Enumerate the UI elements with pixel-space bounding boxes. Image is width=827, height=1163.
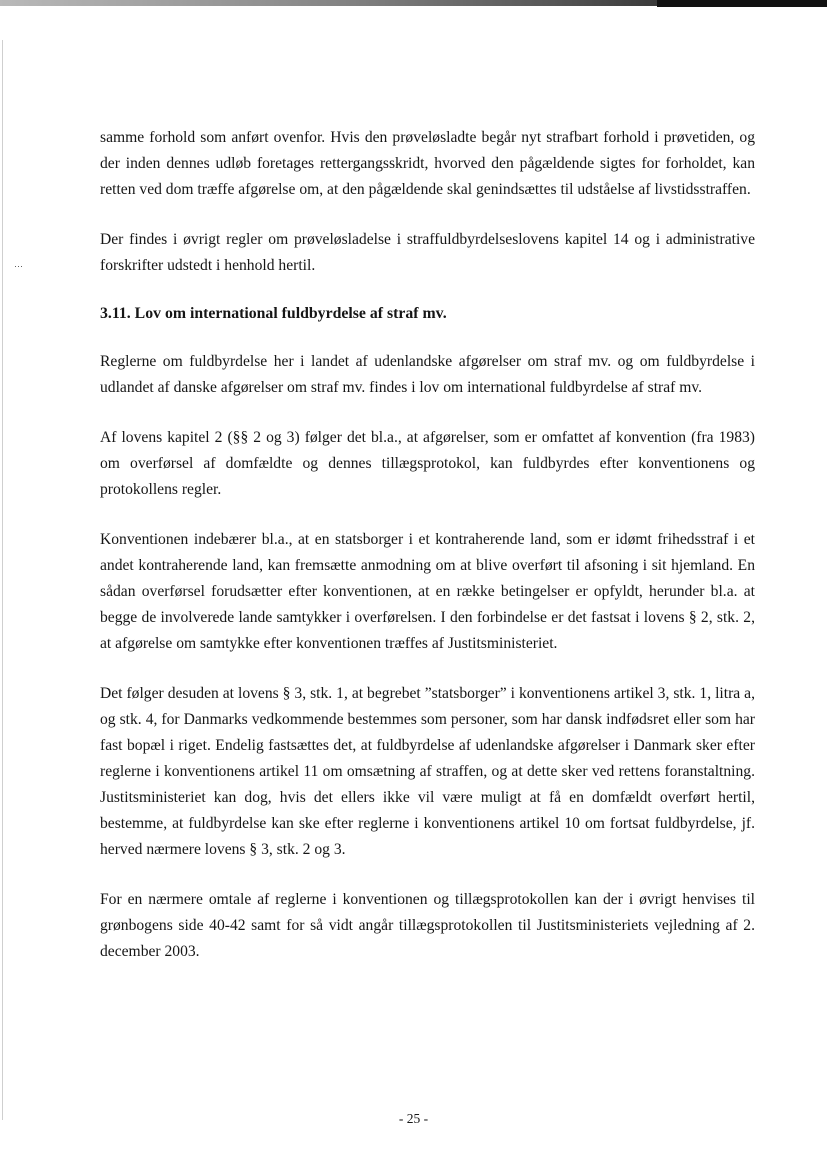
paragraph: Af lovens kapitel 2 (§§ 2 og 3) følger det bl.a., at afgørelser, som er omfattet af konvention (fra 1983) om overførsel af domfældte og dennes tillægsprotokol, kan fuldbyrdes efter konventionens og protokollens regler.: [100, 429, 755, 498]
paragraph: Der findes i øvrigt regler om prøveløsladelse i straffuldbyrdelseslovens kapitel 14 og i administrative forskrifter udstedt i henhold hertil.: [100, 231, 755, 274]
scan-left-edge: [2, 40, 3, 1120]
scan-top-border-dark: [657, 0, 827, 7]
paragraph: Konventionen indebærer bl.a., at en statsborger i et kontraherende land, som er idømt frihedsstraf i et andet kontraherende land, kan fremsætte anmodning om at blive overført til afsoning i sit hjemland. En sådan overførsel forudsætter efter konventionen, at en række betingelser er opfyldt, herunder bl.a. at begge de involverede lande samtykker i overførelsen. I den forbindelse er det fastsat i lovens § 2, stk. 2, at afgørelse om samtykke efter konventionen træffes af Justitsministeriet.: [100, 531, 755, 652]
section-heading: 3.11. Lov om international fuldbyrdelse af straf mv.: [100, 305, 447, 322]
page-body: [100, 125, 755, 965]
paragraph: Reglerne om fuldbyrdelse her i landet af udenlandske afgørelser om straf mv. og om fuldbyrdelse i udlandet af danske afgørelser om straf mv. findes i lov om international fuldbyrdelse af straf mv.: [100, 353, 755, 396]
scan-artifact: ⋯: [14, 261, 23, 271]
paragraph: For en nærmere omtale af reglerne i konventionen og tillægsprotokollen kan der i øvrigt henvises til grønbogens side 40-42 samt for så vidt angår tillægsprotokollen til Justitsministeriets vejledning af 2. december 2003.: [100, 891, 755, 960]
paragraph: Det følger desuden at lovens § 3, stk. 1, at begrebet ”statsborger” i konventionens artikel 3, stk. 1, litra a, og stk. 4, for Danmarks vedkommende bestemmes som personer, som har dansk indfødsret eller som har fast bopæl i riget. Endelig fastsættes det, at fuldbyrdelse af udenlandske afgørelser i Danmark sker efter reglerne i konventionens artikel 11 om omsætning af straffen, og at dette sker ved rettens foranstaltning. Justitsministeriet kan dog, hvis det ellers ikke vil være muligt at få en domfældt overført hertil, bestemme, at fuldbyrdelse kan ske efter reglerne i konventionens artikel 10 om fortsat fuldbyrdelse, jf. herved nærmere lovens § 3, stk. 2 og 3.: [100, 685, 755, 858]
paragraph: samme forhold som anført ovenfor. Hvis den prøveløsladte begår nyt strafbart forhold i prøvetiden, og der inden dennes udløb foretages rettergangsskridt, hvorved den pågældende sigtes for forholdet, kan retten ved dom træffe afgørelse om, at den pågældende skal genindsættes til udståelse af livstidsstraffen.: [100, 129, 755, 198]
page-number: - 25 -: [398, 1111, 429, 1126]
